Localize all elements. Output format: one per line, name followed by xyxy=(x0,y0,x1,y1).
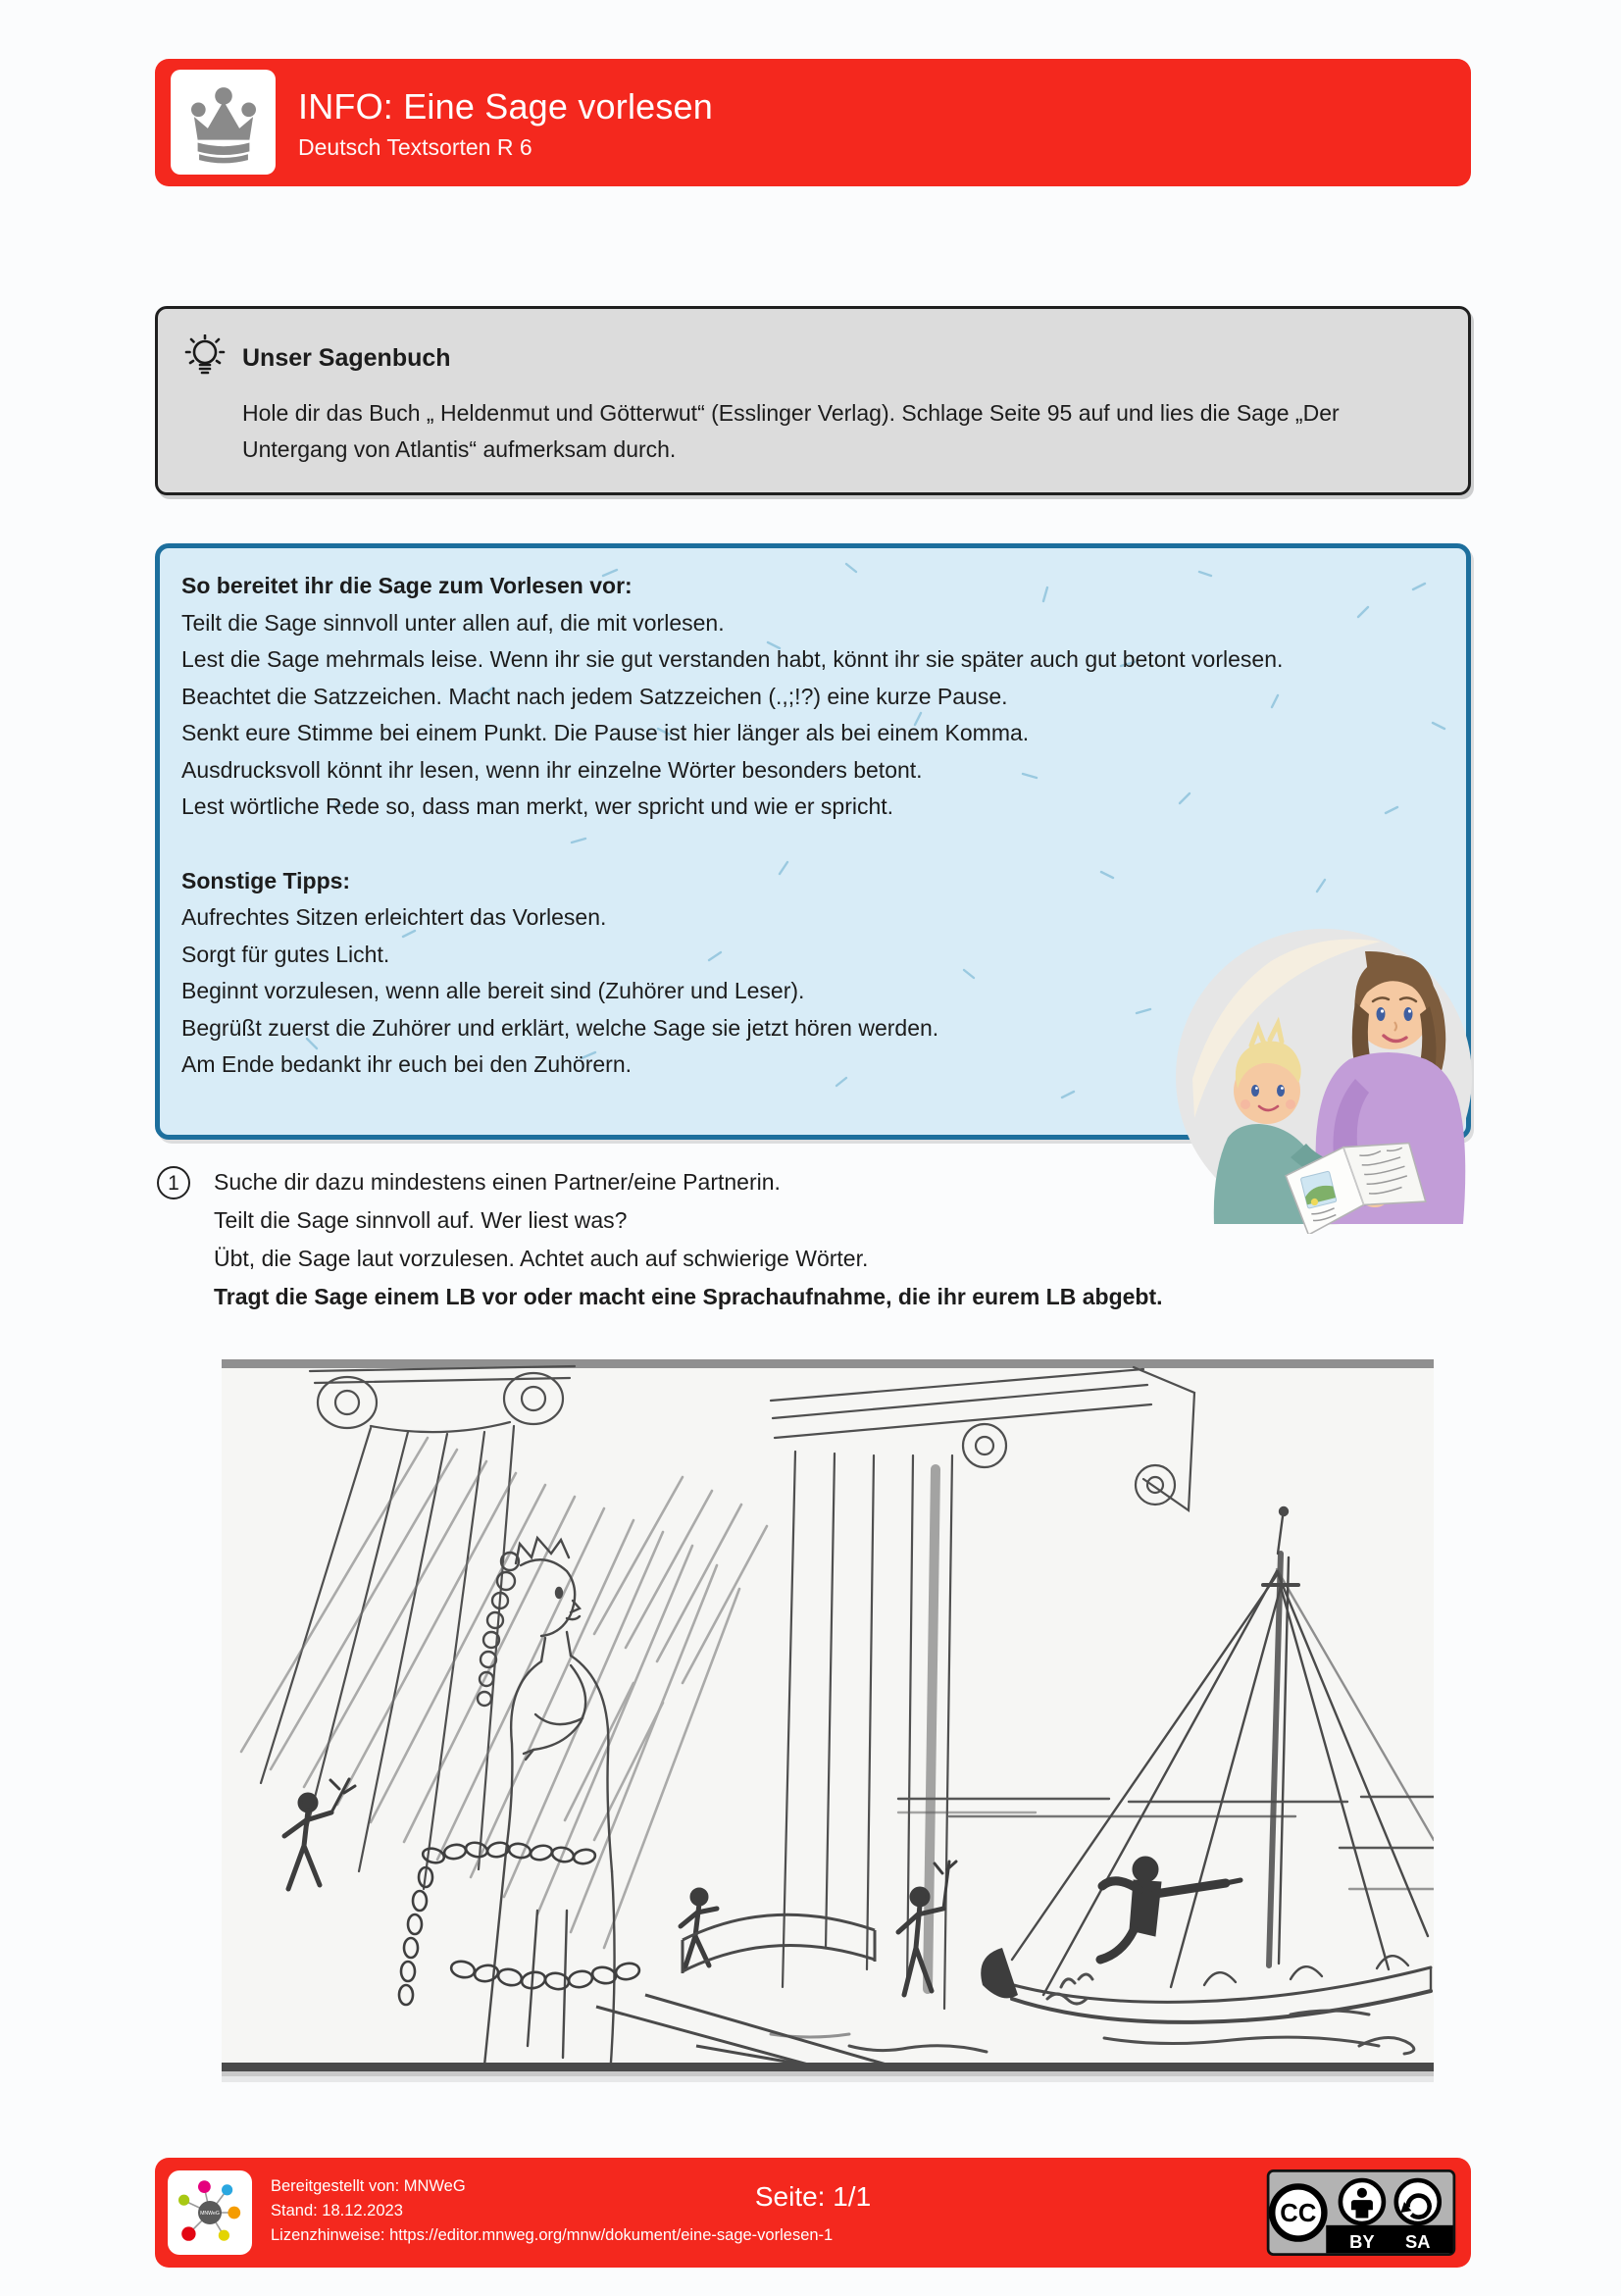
cc-sa-label: SA xyxy=(1405,2230,1431,2252)
tip-line: Sorgt für gutes Licht. xyxy=(181,941,390,967)
sagenbuch-body: Hole dir das Buch „ Heldenmut und Götterwut“ (Esslinger Verlag). Schlage Seite 95 auf und lies die Sage „Der Untergang von Atlantis“ aufmerksam durch. xyxy=(242,400,1340,462)
preparation-heading: So bereitet ihr die Sage zum Vorlesen vor: xyxy=(181,573,633,598)
lightbulb-icon xyxy=(183,334,227,382)
mnweg-logo-text: MNWeG xyxy=(200,2211,220,2217)
atlantis-sketch-image xyxy=(222,1359,1434,2076)
instruction-line: Beachtet die Satzzeichen. Macht nach jedem Satzzeichen (.,;!?) eine kurze Pause. xyxy=(181,683,1008,709)
footer-date: Stand: 18.12.2023 xyxy=(271,2202,403,2219)
page-indicator: Seite: 1/1 xyxy=(754,2181,872,2212)
task-line: Suche dir dazu mindestens einen Partner/eine Partnerin. xyxy=(214,1169,781,1195)
crown-icon xyxy=(183,79,264,166)
tip-line: Aufrechtes Sitzen erleichtert das Vorlesen. xyxy=(181,904,607,930)
page-subtitle: Deutsch Textsorten R 6 xyxy=(298,133,532,160)
tip-line: Beginnt vorzulesen, wenn alle bereit sind (Zuhörer und Leser). xyxy=(181,978,805,1003)
tips-heading: Sonstige Tipps: xyxy=(181,867,351,893)
sagenbuch-box xyxy=(155,306,1471,495)
task-line: Teilt die Sage sinnvoll auf. Wer liest was? xyxy=(214,1207,628,1233)
footer-provider: Bereitgestellt von: MNWeG xyxy=(271,2177,466,2195)
cc-logo-text: CC xyxy=(1280,2200,1317,2228)
footer-license: Lizenzhinweise: https://editor.mnweg.org/mnw/dokument/eine-sage-vorlesen-1 xyxy=(271,2226,834,2244)
instruction-line: Lest wörtliche Rede so, dass man merkt, wer spricht und wie er spricht. xyxy=(181,793,894,819)
reading-illustration xyxy=(1173,910,1479,1234)
instruction-line: Ausdrucksvoll könnt ihr lesen, wenn ihr einzelne Wörter besonders betont. xyxy=(181,756,923,783)
header-banner xyxy=(155,59,1471,186)
tip-line: Begrüßt zuerst die Zuhörer und erklärt, welche Sage sie jetzt hören werden. xyxy=(181,1014,939,1041)
instruction-line: Teilt die Sage sinnvoll unter allen auf, die mit vorlesen. xyxy=(181,609,725,636)
footer-banner xyxy=(155,2158,1471,2268)
instruction-line: Lest die Sage mehrmals leise. Wenn ihr sie gut verstanden habt, könnt ihr sie später auch gut betont vorlesen. xyxy=(181,646,1284,672)
sagenbuch-heading: Unser Sagenbuch xyxy=(242,343,451,372)
task-number-badge: 1 xyxy=(157,1166,190,1199)
instruction-line: Senkt eure Stimme bei einem Punkt. Die Pause ist hier länger als bei einem Komma. xyxy=(181,720,1030,745)
tip-line: Am Ende bedankt ihr euch bei den Zuhörern. xyxy=(181,1051,633,1077)
header-icon-tile xyxy=(171,70,276,175)
task-line-bold: Tragt die Sage einem LB vor oder macht eine Sprachaufnahme, die ihr eurem LB abgebt. xyxy=(214,1284,1163,1309)
cc-by-label: BY xyxy=(1349,2230,1375,2252)
cc-by-sa-badge xyxy=(1265,2169,1457,2256)
task-line: Übt, die Sage laut vorzulesen. Achtet auch auf schwierige Wörter. xyxy=(214,1246,869,1271)
page-title: INFO: Eine Sage vorlesen xyxy=(298,85,714,127)
